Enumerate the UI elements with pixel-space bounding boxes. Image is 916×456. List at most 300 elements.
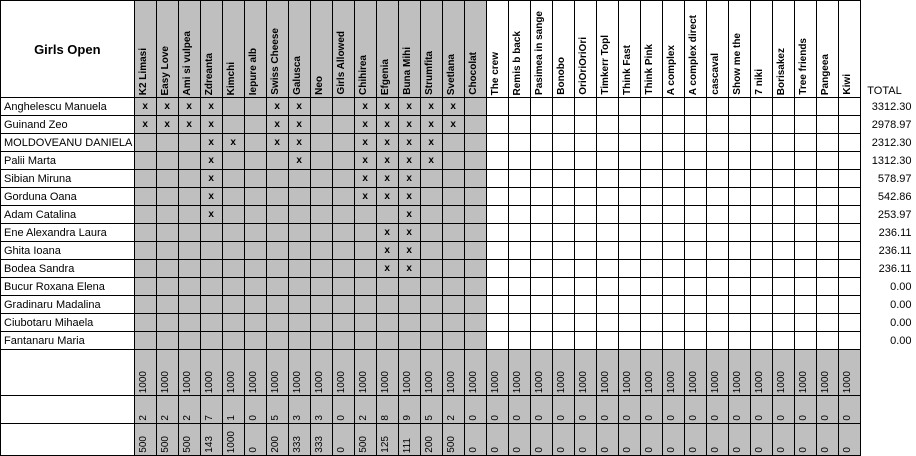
mark-cell[interactable]: x	[200, 152, 222, 170]
mark-cell[interactable]	[530, 260, 552, 278]
mark-cell[interactable]	[156, 278, 178, 296]
mark-cell[interactable]	[464, 170, 486, 188]
mark-cell[interactable]	[200, 224, 222, 242]
mark-cell[interactable]	[486, 242, 508, 260]
mark-cell[interactable]	[530, 224, 552, 242]
mark-cell[interactable]	[794, 278, 816, 296]
mark-cell[interactable]	[794, 98, 816, 116]
mark-cell[interactable]	[706, 260, 728, 278]
footer-value-cell[interactable]	[354, 424, 376, 456]
column-header[interactable]	[530, 1, 552, 98]
footer-points-cell[interactable]	[332, 350, 354, 396]
mark-cell[interactable]	[640, 206, 662, 224]
mark-cell[interactable]	[310, 134, 332, 152]
mark-cell[interactable]	[750, 116, 772, 134]
mark-cell[interactable]	[134, 170, 156, 188]
footer-count-cell[interactable]	[332, 396, 354, 424]
mark-cell[interactable]	[728, 278, 750, 296]
mark-cell[interactable]	[728, 116, 750, 134]
footer-count-cell[interactable]	[838, 396, 860, 424]
mark-cell[interactable]: x	[376, 152, 398, 170]
mark-cell[interactable]: x	[420, 134, 442, 152]
mark-cell[interactable]: x	[420, 98, 442, 116]
footer-points-cell[interactable]	[464, 350, 486, 396]
mark-cell[interactable]	[838, 116, 860, 134]
mark-cell[interactable]: x	[420, 152, 442, 170]
column-header[interactable]	[662, 1, 684, 98]
mark-cell[interactable]	[728, 314, 750, 332]
mark-cell[interactable]: x	[398, 170, 420, 188]
footer-count-cell[interactable]	[200, 396, 222, 424]
mark-cell[interactable]	[486, 314, 508, 332]
column-header[interactable]	[134, 1, 156, 98]
mark-cell[interactable]	[266, 278, 288, 296]
mark-cell[interactable]	[662, 134, 684, 152]
footer-count-cell[interactable]	[750, 396, 772, 424]
mark-cell[interactable]	[728, 98, 750, 116]
mark-cell[interactable]	[750, 152, 772, 170]
mark-cell[interactable]	[244, 206, 266, 224]
footer-value-cell[interactable]	[332, 424, 354, 456]
mark-cell[interactable]	[728, 188, 750, 206]
mark-cell[interactable]	[552, 152, 574, 170]
footer-value-cell[interactable]	[750, 424, 772, 456]
mark-cell[interactable]	[728, 152, 750, 170]
mark-cell[interactable]	[816, 296, 838, 314]
footer-value-cell[interactable]	[684, 424, 706, 456]
mark-cell[interactable]	[596, 98, 618, 116]
footer-value-cell[interactable]	[596, 424, 618, 456]
mark-cell[interactable]	[772, 242, 794, 260]
mark-cell[interactable]	[530, 134, 552, 152]
mark-cell[interactable]	[310, 116, 332, 134]
mark-cell[interactable]	[596, 278, 618, 296]
mark-cell[interactable]	[244, 152, 266, 170]
mark-cell[interactable]	[178, 224, 200, 242]
mark-cell[interactable]	[332, 116, 354, 134]
mark-cell[interactable]	[838, 152, 860, 170]
mark-cell[interactable]	[552, 206, 574, 224]
mark-cell[interactable]	[706, 98, 728, 116]
mark-cell[interactable]	[596, 134, 618, 152]
mark-cell[interactable]	[332, 206, 354, 224]
mark-cell[interactable]	[420, 242, 442, 260]
mark-cell[interactable]	[464, 116, 486, 134]
mark-cell[interactable]	[530, 188, 552, 206]
mark-cell[interactable]	[134, 206, 156, 224]
footer-value-cell[interactable]	[838, 424, 860, 456]
mark-cell[interactable]	[464, 332, 486, 350]
mark-cell[interactable]	[420, 206, 442, 224]
footer-count-cell[interactable]	[442, 396, 464, 424]
footer-value-cell[interactable]	[310, 424, 332, 456]
footer-points-cell[interactable]	[684, 350, 706, 396]
mark-cell[interactable]	[178, 134, 200, 152]
mark-cell[interactable]	[684, 188, 706, 206]
mark-cell[interactable]	[464, 206, 486, 224]
mark-cell[interactable]	[288, 332, 310, 350]
mark-cell[interactable]	[266, 332, 288, 350]
mark-cell[interactable]	[596, 224, 618, 242]
mark-cell[interactable]	[134, 188, 156, 206]
competitor-name[interactable]: Ene Alexandra Laura	[1, 224, 135, 242]
mark-cell[interactable]	[222, 206, 244, 224]
footer-value-cell[interactable]	[530, 424, 552, 456]
mark-cell[interactable]	[750, 206, 772, 224]
mark-cell[interactable]	[596, 152, 618, 170]
mark-cell[interactable]	[706, 116, 728, 134]
mark-cell[interactable]	[684, 98, 706, 116]
mark-cell[interactable]	[178, 188, 200, 206]
column-header[interactable]	[376, 1, 398, 98]
mark-cell[interactable]	[288, 188, 310, 206]
footer-points-cell[interactable]	[706, 350, 728, 396]
mark-cell[interactable]	[222, 116, 244, 134]
mark-cell[interactable]	[178, 278, 200, 296]
mark-cell[interactable]	[574, 98, 596, 116]
mark-cell[interactable]	[134, 296, 156, 314]
mark-cell[interactable]	[222, 98, 244, 116]
mark-cell[interactable]: x	[376, 116, 398, 134]
mark-cell[interactable]	[618, 152, 640, 170]
mark-cell[interactable]	[640, 170, 662, 188]
mark-cell[interactable]	[706, 152, 728, 170]
mark-cell[interactable]: x	[288, 134, 310, 152]
mark-cell[interactable]	[750, 224, 772, 242]
mark-cell[interactable]	[706, 332, 728, 350]
column-header[interactable]	[266, 1, 288, 98]
competitor-name[interactable]: Guinand Zeo	[1, 116, 135, 134]
mark-cell[interactable]	[728, 170, 750, 188]
mark-cell[interactable]	[552, 278, 574, 296]
mark-cell[interactable]	[398, 332, 420, 350]
mark-cell[interactable]	[266, 206, 288, 224]
mark-cell[interactable]	[442, 224, 464, 242]
footer-count-cell[interactable]	[310, 396, 332, 424]
mark-cell[interactable]	[816, 224, 838, 242]
mark-cell[interactable]	[420, 278, 442, 296]
mark-cell[interactable]	[310, 278, 332, 296]
competitor-name[interactable]: Adam Catalina	[1, 206, 135, 224]
mark-cell[interactable]	[200, 332, 222, 350]
mark-cell[interactable]	[816, 314, 838, 332]
column-header[interactable]	[464, 1, 486, 98]
mark-cell[interactable]	[464, 188, 486, 206]
mark-cell[interactable]	[332, 278, 354, 296]
mark-cell[interactable]	[376, 296, 398, 314]
mark-cell[interactable]	[662, 278, 684, 296]
column-header[interactable]	[728, 1, 750, 98]
mark-cell[interactable]	[420, 314, 442, 332]
competitor-name[interactable]: Sibian Miruna	[1, 170, 135, 188]
footer-value-cell[interactable]	[508, 424, 530, 456]
mark-cell[interactable]	[508, 224, 530, 242]
mark-cell[interactable]	[420, 170, 442, 188]
footer-value-cell[interactable]	[552, 424, 574, 456]
mark-cell[interactable]	[640, 134, 662, 152]
mark-cell[interactable]	[156, 332, 178, 350]
mark-cell[interactable]	[420, 260, 442, 278]
footer-points-cell[interactable]	[530, 350, 552, 396]
mark-cell[interactable]	[244, 332, 266, 350]
mark-cell[interactable]	[288, 224, 310, 242]
mark-cell[interactable]	[508, 188, 530, 206]
mark-cell[interactable]	[684, 224, 706, 242]
mark-cell[interactable]	[508, 332, 530, 350]
mark-cell[interactable]	[794, 296, 816, 314]
mark-cell[interactable]	[398, 296, 420, 314]
mark-cell[interactable]	[332, 152, 354, 170]
mark-cell[interactable]	[684, 134, 706, 152]
mark-cell[interactable]	[244, 170, 266, 188]
mark-cell[interactable]	[354, 206, 376, 224]
mark-cell[interactable]	[684, 116, 706, 134]
mark-cell[interactable]	[464, 314, 486, 332]
mark-cell[interactable]	[508, 116, 530, 134]
footer-points-cell[interactable]	[574, 350, 596, 396]
mark-cell[interactable]	[728, 296, 750, 314]
mark-cell[interactable]	[684, 314, 706, 332]
footer-count-cell[interactable]	[464, 396, 486, 424]
mark-cell[interactable]: x	[222, 134, 244, 152]
mark-cell[interactable]	[354, 278, 376, 296]
mark-cell[interactable]	[706, 134, 728, 152]
mark-cell[interactable]	[288, 296, 310, 314]
mark-cell[interactable]	[486, 134, 508, 152]
mark-cell[interactable]	[244, 296, 266, 314]
mark-cell[interactable]: x	[376, 98, 398, 116]
mark-cell[interactable]	[464, 152, 486, 170]
mark-cell[interactable]	[486, 116, 508, 134]
footer-count-cell[interactable]	[640, 396, 662, 424]
column-header[interactable]	[706, 1, 728, 98]
column-header[interactable]	[354, 1, 376, 98]
mark-cell[interactable]	[398, 314, 420, 332]
mark-cell[interactable]	[354, 224, 376, 242]
mark-cell[interactable]: x	[398, 98, 420, 116]
mark-cell[interactable]	[684, 206, 706, 224]
mark-cell[interactable]	[288, 170, 310, 188]
mark-cell[interactable]	[178, 332, 200, 350]
mark-cell[interactable]	[332, 260, 354, 278]
mark-cell[interactable]	[464, 224, 486, 242]
mark-cell[interactable]	[750, 314, 772, 332]
competitor-name[interactable]: Bucur Roxana Elena	[1, 278, 135, 296]
mark-cell[interactable]	[530, 152, 552, 170]
column-header[interactable]	[618, 1, 640, 98]
mark-cell[interactable]	[574, 134, 596, 152]
mark-cell[interactable]: x	[200, 116, 222, 134]
footer-points-cell[interactable]	[266, 350, 288, 396]
mark-cell[interactable]	[486, 170, 508, 188]
footer-points-cell[interactable]	[244, 350, 266, 396]
mark-cell[interactable]: x	[354, 134, 376, 152]
mark-cell[interactable]	[662, 260, 684, 278]
mark-cell[interactable]	[640, 98, 662, 116]
competitor-name[interactable]: Fantanaru Maria	[1, 332, 135, 350]
mark-cell[interactable]	[684, 170, 706, 188]
mark-cell[interactable]	[530, 314, 552, 332]
footer-count-cell[interactable]	[772, 396, 794, 424]
footer-value-cell[interactable]	[640, 424, 662, 456]
column-header[interactable]	[222, 1, 244, 98]
competitor-name[interactable]: Gorduna Oana	[1, 188, 135, 206]
column-header[interactable]	[794, 1, 816, 98]
mark-cell[interactable]	[244, 188, 266, 206]
column-header[interactable]	[552, 1, 574, 98]
column-header[interactable]	[772, 1, 794, 98]
mark-cell[interactable]	[222, 314, 244, 332]
column-header[interactable]	[816, 1, 838, 98]
mark-cell[interactable]	[640, 260, 662, 278]
mark-cell[interactable]	[200, 278, 222, 296]
footer-points-cell[interactable]	[354, 350, 376, 396]
mark-cell[interactable]	[552, 188, 574, 206]
mark-cell[interactable]: x	[200, 134, 222, 152]
mark-cell[interactable]	[816, 116, 838, 134]
mark-cell[interactable]	[464, 278, 486, 296]
mark-cell[interactable]	[552, 224, 574, 242]
mark-cell[interactable]	[618, 296, 640, 314]
column-header[interactable]	[684, 1, 706, 98]
mark-cell[interactable]	[640, 224, 662, 242]
mark-cell[interactable]: x	[200, 206, 222, 224]
mark-cell[interactable]	[486, 206, 508, 224]
mark-cell[interactable]	[794, 242, 816, 260]
mark-cell[interactable]	[816, 260, 838, 278]
footer-points-cell[interactable]	[442, 350, 464, 396]
mark-cell[interactable]	[662, 296, 684, 314]
mark-cell[interactable]	[310, 188, 332, 206]
mark-cell[interactable]	[618, 224, 640, 242]
mark-cell[interactable]	[530, 278, 552, 296]
mark-cell[interactable]: x	[200, 188, 222, 206]
mark-cell[interactable]	[574, 224, 596, 242]
mark-cell[interactable]	[442, 260, 464, 278]
column-header[interactable]	[178, 1, 200, 98]
mark-cell[interactable]	[442, 296, 464, 314]
mark-cell[interactable]	[816, 98, 838, 116]
mark-cell[interactable]	[530, 170, 552, 188]
competitor-name[interactable]: Palii Marta	[1, 152, 135, 170]
mark-cell[interactable]	[288, 206, 310, 224]
mark-cell[interactable]	[772, 206, 794, 224]
mark-cell[interactable]	[662, 116, 684, 134]
footer-value-cell[interactable]	[244, 424, 266, 456]
mark-cell[interactable]	[376, 278, 398, 296]
mark-cell[interactable]	[178, 206, 200, 224]
footer-points-cell[interactable]	[398, 350, 420, 396]
mark-cell[interactable]	[420, 332, 442, 350]
footer-value-cell[interactable]	[134, 424, 156, 456]
mark-cell[interactable]	[244, 242, 266, 260]
mark-cell[interactable]	[178, 170, 200, 188]
mark-cell[interactable]	[574, 152, 596, 170]
mark-cell[interactable]	[618, 170, 640, 188]
mark-cell[interactable]	[486, 278, 508, 296]
mark-cell[interactable]	[750, 260, 772, 278]
mark-cell[interactable]	[838, 98, 860, 116]
mark-cell[interactable]	[640, 332, 662, 350]
mark-cell[interactable]	[552, 170, 574, 188]
mark-cell[interactable]	[552, 332, 574, 350]
mark-cell[interactable]	[596, 206, 618, 224]
footer-value-cell[interactable]	[574, 424, 596, 456]
mark-cell[interactable]	[508, 260, 530, 278]
footer-value-cell[interactable]	[486, 424, 508, 456]
mark-cell[interactable]	[200, 314, 222, 332]
mark-cell[interactable]	[552, 314, 574, 332]
footer-value-cell[interactable]	[398, 424, 420, 456]
mark-cell[interactable]	[618, 278, 640, 296]
mark-cell[interactable]	[178, 314, 200, 332]
mark-cell[interactable]	[134, 278, 156, 296]
mark-cell[interactable]	[640, 296, 662, 314]
mark-cell[interactable]	[288, 314, 310, 332]
mark-cell[interactable]	[552, 260, 574, 278]
mark-cell[interactable]	[134, 260, 156, 278]
mark-cell[interactable]	[310, 224, 332, 242]
mark-cell[interactable]: x	[398, 242, 420, 260]
mark-cell[interactable]	[486, 332, 508, 350]
mark-cell[interactable]	[772, 278, 794, 296]
mark-cell[interactable]	[574, 296, 596, 314]
mark-cell[interactable]	[596, 314, 618, 332]
mark-cell[interactable]	[728, 332, 750, 350]
mark-cell[interactable]	[684, 332, 706, 350]
footer-value-cell[interactable]	[772, 424, 794, 456]
mark-cell[interactable]	[530, 242, 552, 260]
footer-points-cell[interactable]	[288, 350, 310, 396]
mark-cell[interactable]	[134, 224, 156, 242]
mark-cell[interactable]	[618, 116, 640, 134]
mark-cell[interactable]	[442, 314, 464, 332]
column-header[interactable]	[574, 1, 596, 98]
mark-cell[interactable]	[794, 224, 816, 242]
competitor-name[interactable]: Ghita Ioana	[1, 242, 135, 260]
footer-points-cell[interactable]	[772, 350, 794, 396]
mark-cell[interactable]	[574, 314, 596, 332]
mark-cell[interactable]: x	[442, 98, 464, 116]
mark-cell[interactable]	[464, 242, 486, 260]
footer-points-cell[interactable]	[794, 350, 816, 396]
mark-cell[interactable]	[244, 278, 266, 296]
mark-cell[interactable]: x	[376, 134, 398, 152]
mark-cell[interactable]	[354, 314, 376, 332]
mark-cell[interactable]	[552, 116, 574, 134]
mark-cell[interactable]	[508, 134, 530, 152]
mark-cell[interactable]	[838, 134, 860, 152]
mark-cell[interactable]	[222, 260, 244, 278]
mark-cell[interactable]	[640, 314, 662, 332]
mark-cell[interactable]	[838, 296, 860, 314]
footer-value-cell[interactable]	[222, 424, 244, 456]
footer-count-cell[interactable]	[794, 396, 816, 424]
mark-cell[interactable]	[266, 314, 288, 332]
footer-points-cell[interactable]	[618, 350, 640, 396]
mark-cell[interactable]	[728, 260, 750, 278]
mark-cell[interactable]	[442, 188, 464, 206]
mark-cell[interactable]	[838, 332, 860, 350]
mark-cell[interactable]	[288, 278, 310, 296]
mark-cell[interactable]	[706, 242, 728, 260]
mark-cell[interactable]	[156, 296, 178, 314]
mark-cell[interactable]: x	[376, 188, 398, 206]
column-header[interactable]	[596, 1, 618, 98]
footer-value-cell[interactable]	[662, 424, 684, 456]
mark-cell[interactable]	[354, 260, 376, 278]
mark-cell[interactable]	[618, 314, 640, 332]
